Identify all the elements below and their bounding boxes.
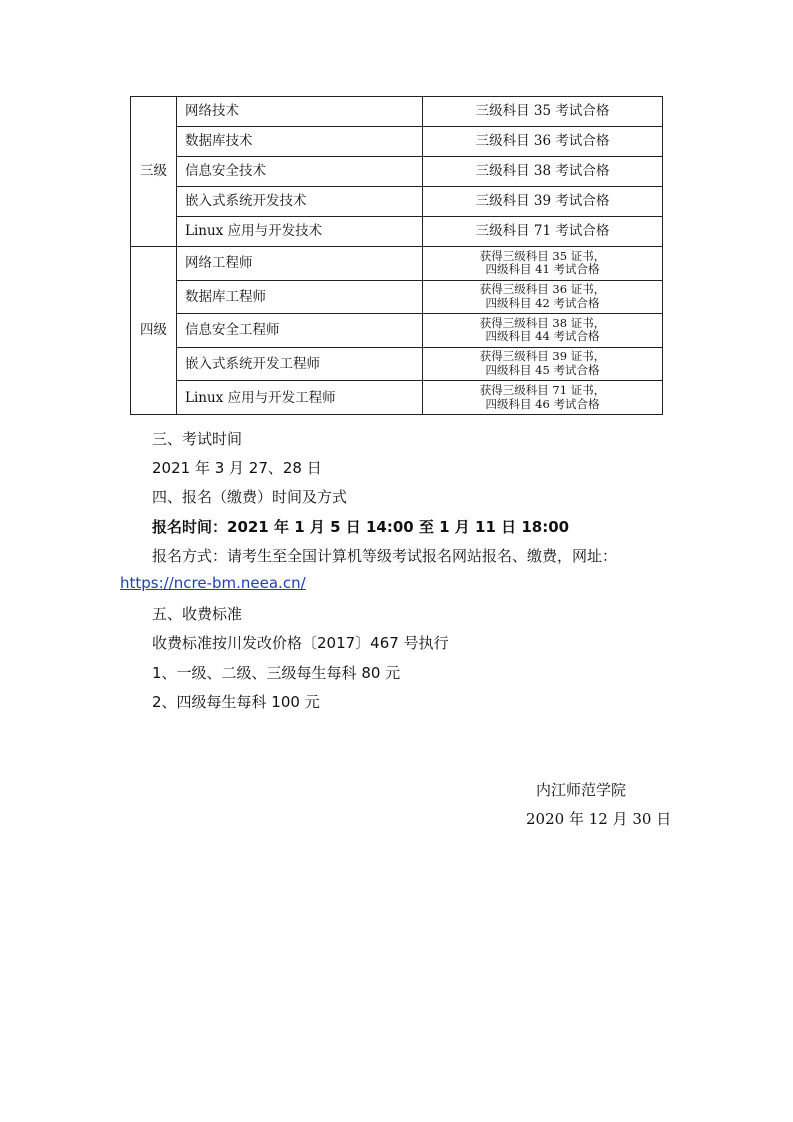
exam-time-value: 2021 年 3 月 27、28 日: [152, 459, 322, 477]
pass-condition: 三级科目 38 考试合格: [423, 157, 663, 187]
registration-time: 报名时间：2021 年 1 月 5 日 14:00 至 1 月 11 日 18:00: [152, 518, 570, 536]
condition-line-1: 获得三级科目 39 证书，: [479, 349, 606, 364]
pass-condition: [423, 347, 663, 381]
fee-item-2: 2、四级每生每科 100 元: [152, 693, 320, 711]
pass-condition: 三级科目 39 考试合格: [423, 187, 663, 217]
fee-item-1: 1、一级、二级、三级每生每科 80 元: [152, 664, 401, 682]
subject-name: 嵌入式系统开发工程师: [177, 347, 423, 381]
table-row: [131, 247, 663, 281]
table-row: [131, 127, 663, 157]
table-row: [131, 280, 663, 314]
condition-line-1: 获得三级科目 38 证书，: [479, 315, 606, 330]
level-4-label: 四级: [131, 247, 177, 415]
pass-condition: 三级科目 36 考试合格: [423, 127, 663, 157]
subject-name: 网络技术: [177, 97, 423, 127]
exam-subject-table: [130, 96, 663, 415]
pass-condition: 三级科目 35 考试合格: [423, 97, 663, 127]
table-row: [131, 314, 663, 348]
subject-name: 数据库工程师: [177, 280, 423, 314]
table-row: [131, 381, 663, 415]
table-row: [131, 187, 663, 217]
subject-name: 信息安全工程师: [177, 314, 423, 348]
pass-condition: [423, 381, 663, 415]
registration-heading: 四、报名（缴费）时间及方式: [152, 488, 348, 506]
fee-basis: 收费标准按川发改价格〔2017〕467 号执行: [152, 634, 449, 652]
condition-line-2: 四级科目 41 考试合格: [485, 262, 600, 277]
level-3-label: 三级: [131, 97, 177, 247]
pass-condition: [423, 314, 663, 348]
signature-org: 内江师范学院: [536, 781, 627, 799]
condition-line-2: 四级科目 44 考试合格: [485, 329, 600, 344]
subject-name: 嵌入式系统开发技术: [177, 187, 423, 217]
pass-condition: [423, 280, 663, 314]
exam-time-heading: 三、考试时间: [152, 430, 243, 448]
signature-date: 2020 年 12 月 30 日: [526, 810, 672, 828]
condition-line-2: 四级科目 42 考试合格: [485, 295, 600, 310]
pass-condition: 三级科目 71 考试合格: [423, 217, 663, 247]
condition-line-1: 获得三级科目 35 证书，: [479, 248, 606, 263]
registration-url-link[interactable]: https://ncre-bm.neea.cn/: [120, 574, 306, 592]
condition-line-1: 获得三级科目 71 证书，: [479, 382, 606, 397]
table-row: [131, 217, 663, 247]
subject-name: 信息安全技术: [177, 157, 423, 187]
table-row: [131, 157, 663, 187]
condition-line-2: 四级科目 46 考试合格: [485, 396, 600, 411]
subject-name: Linux 应用与开发工程师: [177, 381, 423, 415]
subject-name: 网络工程师: [177, 247, 423, 281]
subject-name: 数据库技术: [177, 127, 423, 157]
condition-line-2: 四级科目 45 考试合格: [485, 363, 600, 378]
table-row: [131, 347, 663, 381]
condition-line-1: 获得三级科目 36 证书，: [479, 282, 606, 297]
table-row: [131, 97, 663, 127]
fee-heading: 五、收费标准: [152, 605, 243, 623]
pass-condition: [423, 247, 663, 281]
subject-name: Linux 应用与开发技术: [177, 217, 423, 247]
registration-method: 报名方式：请考生至全国计算机等级考试报名网站报名、缴费，网址：: [152, 547, 618, 565]
